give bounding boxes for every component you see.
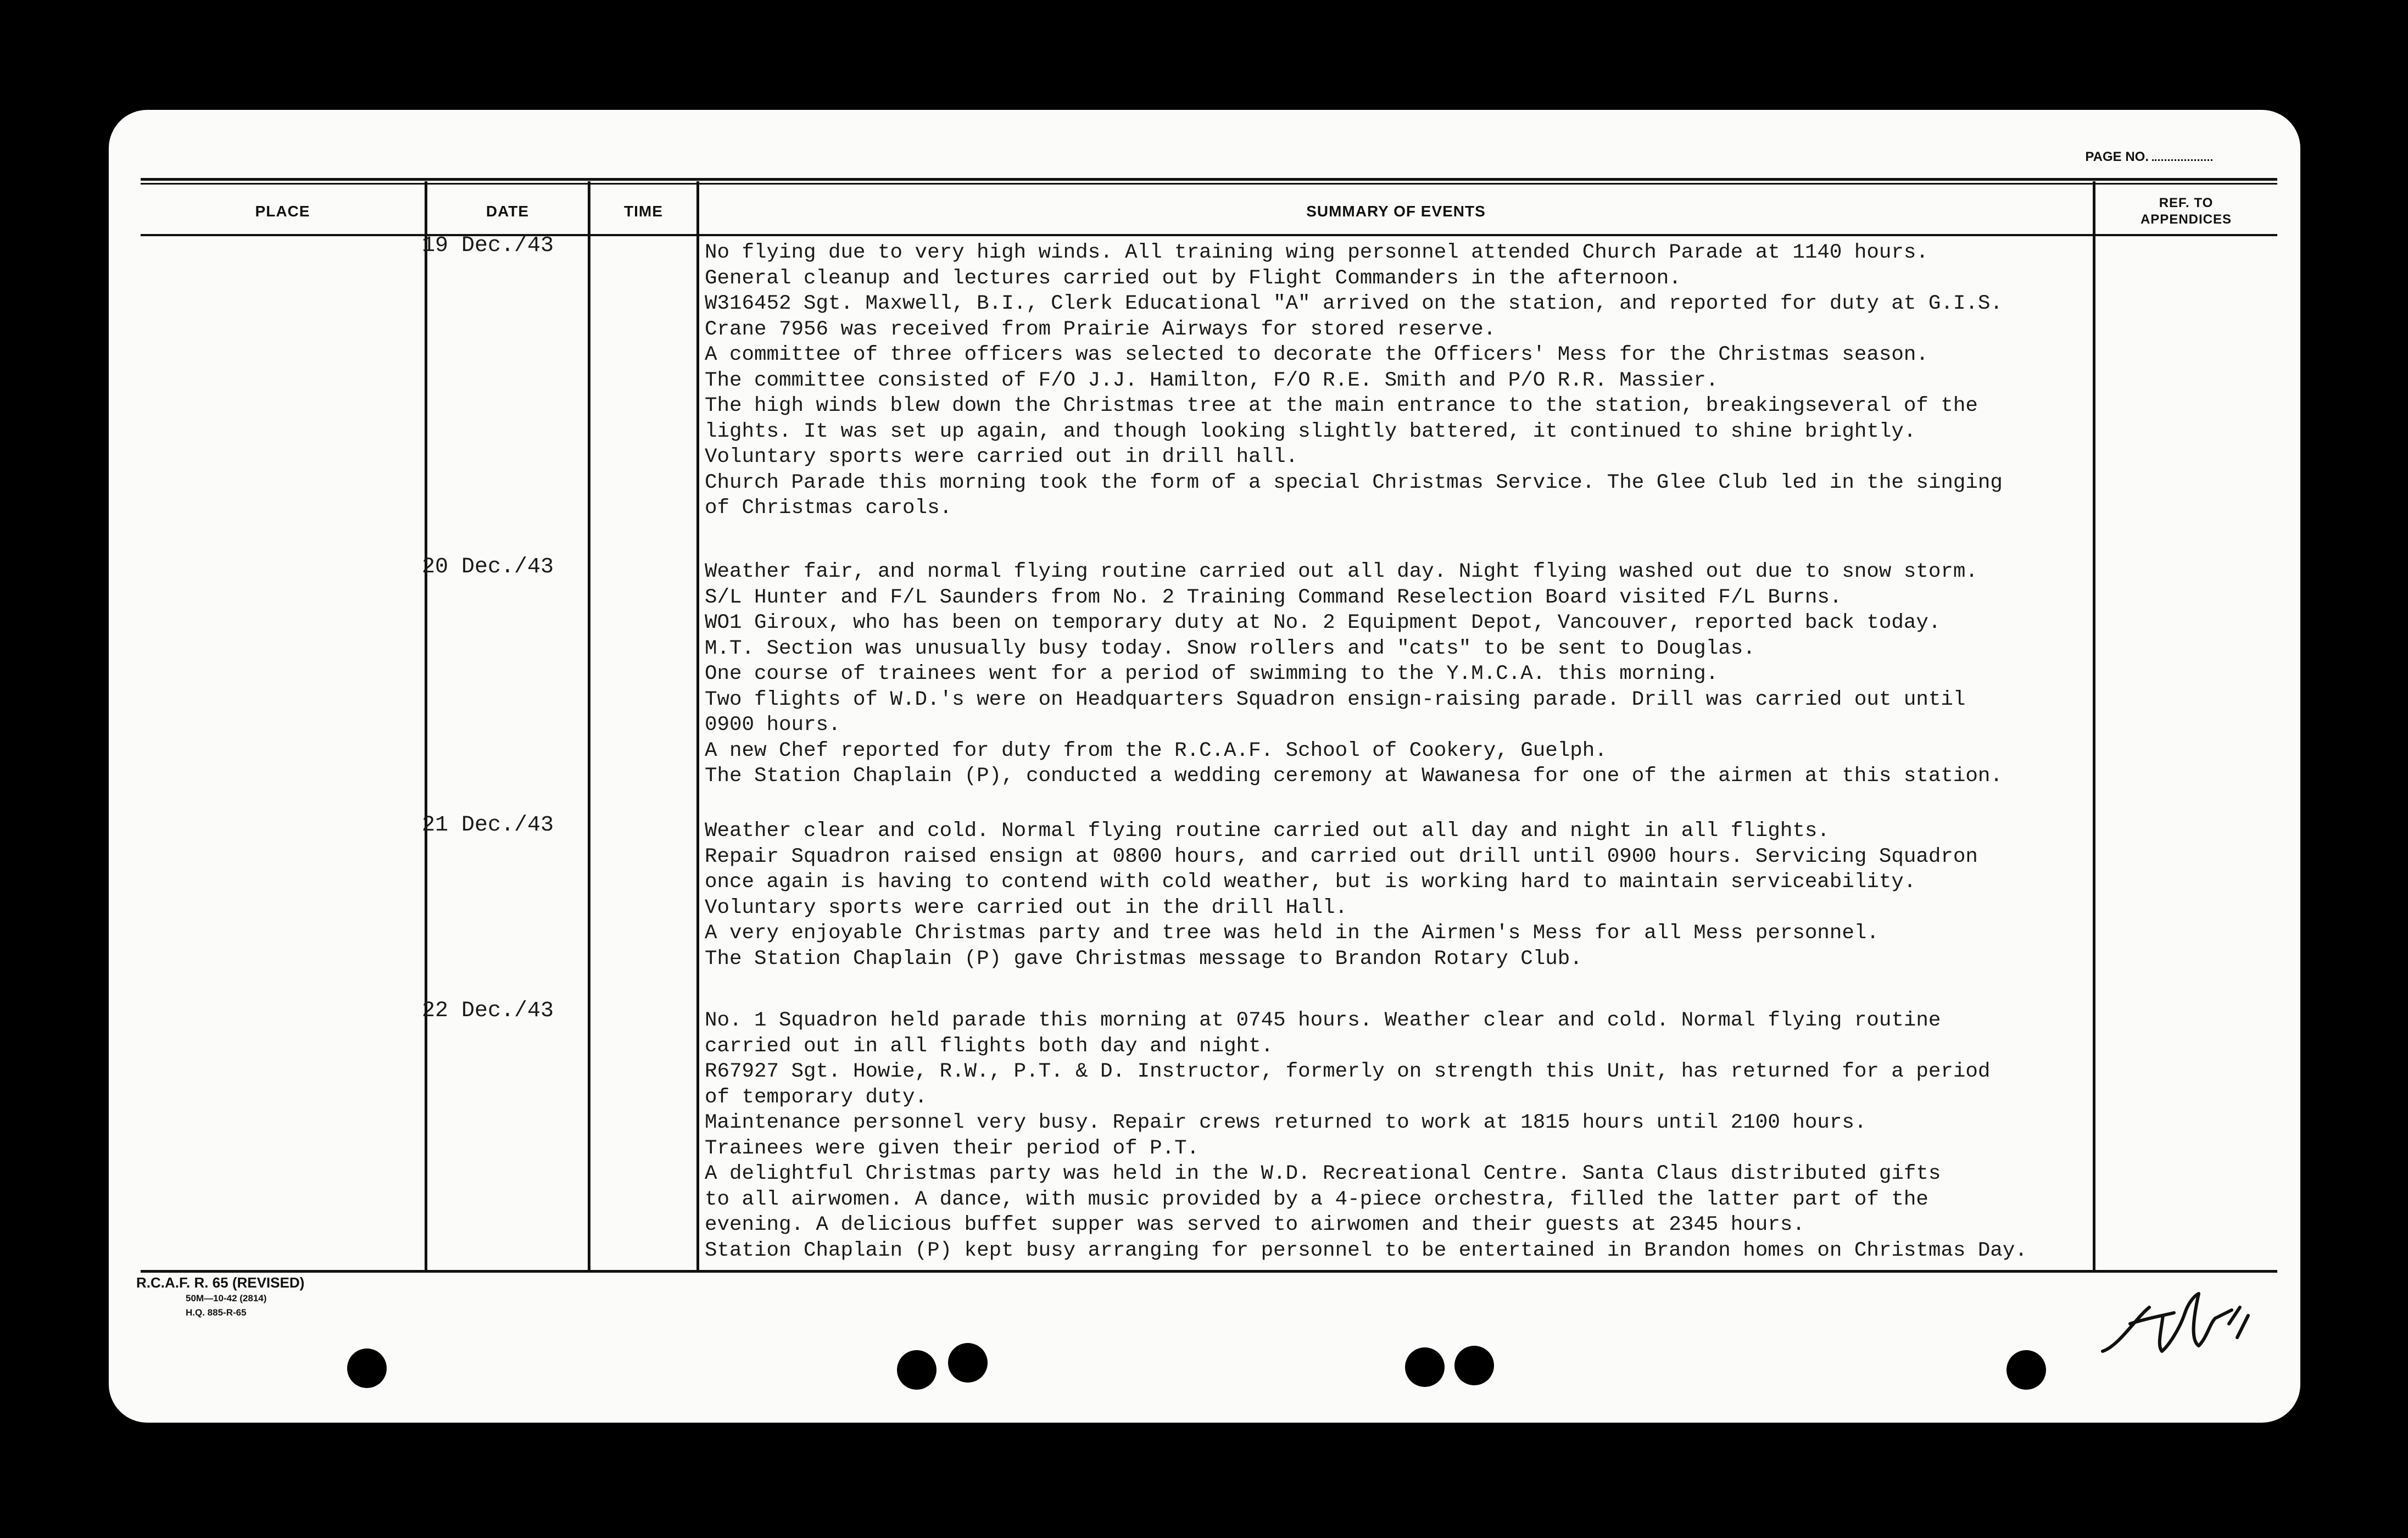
- entry-line: S/L Hunter and F/L Saunders from No. 2 Training Command Reselection Board visited F/L Burns.: [705, 586, 1842, 609]
- entry-date: 20 Dec./43: [422, 555, 554, 579]
- page-no-text: PAGE NO.: [2085, 149, 2149, 164]
- entry-line: lights. It was set up again, and though looking slightly battered, it continued to shine brightly.: [705, 420, 1916, 443]
- entry-line: No flying due to very high winds. All training wing personnel attended Church Parade at 1140 hours.: [705, 241, 1928, 264]
- entry-line: Voluntary sports were carried out in the drill Hall.: [705, 896, 1348, 920]
- entry-line: Crane 7956 was received from Prairie Airways for stored reserve.: [705, 317, 1496, 341]
- entry-line: Church Parade this morning took the form of a special Christmas Service. The Glee Club led in the singing: [705, 471, 2003, 494]
- entry-line: The high winds blew down the Christmas tree at the main entrance to the station, breakingseveral of the: [705, 394, 1978, 417]
- entry-line: General cleanup and lectures carried out by Flight Commanders in the afternoon.: [705, 266, 1681, 290]
- entry-date: 21 Dec./43: [422, 813, 554, 838]
- header-ref-line2: APPENDICES: [2140, 212, 2232, 227]
- entry-line: Weather fair, and normal flying routine carried out all day. Night flying washed out due to snow storm.: [705, 560, 1978, 583]
- top-rule: [141, 178, 2277, 181]
- entry-line: The Station Chaplain (P), conducted a wedding ceremony at Wawanesa for one of the airmen at this station.: [705, 765, 2003, 788]
- entry-line: to all airwomen. A dance, with music provided by a 4-piece orchestra, filled the latter part of the: [705, 1188, 1928, 1211]
- entry-line: No. 1 Squadron held parade this morning at 0745 hours. Weather clear and cold. Normal flying routine: [705, 1009, 1941, 1032]
- binder-hole: [1454, 1346, 1494, 1385]
- entry-line: once again is having to contend with cold weather, but is working hard to maintain serviceability.: [705, 871, 1916, 894]
- binder-hole: [897, 1350, 937, 1390]
- entry-line: The committee consisted of F/O J.J. Hamilton, F/O R.E. Smith and P/O R.R. Massier.: [705, 369, 1719, 392]
- entry-line: of temporary duty.: [705, 1085, 928, 1109]
- entry-line: Repair Squadron raised ensign at 0800 hours, and carried out drill until 0900 hours. Servicing Squadron: [705, 845, 1978, 868]
- entry-line: A delightful Christmas party was held in the W.D. Recreational Centre. Santa Claus distributed gifts: [705, 1162, 1941, 1185]
- entry-19-dec: [705, 240, 2221, 521]
- page-number-label: [2085, 149, 2212, 165]
- entry-line: One course of trainees went for a period of swimming to the Y.M.C.A. this morning.: [705, 662, 1719, 686]
- header-ref: [2095, 187, 2277, 236]
- header-date: DATE: [486, 203, 529, 220]
- entry-date: 22 Dec./43: [422, 999, 554, 1023]
- header-ref-line1: REF. TO: [2159, 196, 2214, 210]
- entry-line: Station Chaplain (P) kept busy arranging for personnel to be entertained in Brandon homes on Christmas Day.: [705, 1239, 2027, 1262]
- entry-line: of Christmas carols.: [705, 497, 952, 520]
- form-identifier: [136, 1274, 304, 1320]
- entry-line: A very enjoyable Christmas party and tree was held in the Airmen's Mess for all Mess personnel.: [705, 922, 1879, 945]
- entry-line: A committee of three officers was selected to decorate the Officers' Mess for the Christmas season.: [705, 343, 1928, 366]
- entry-line: Voluntary sports were carried out in drill hall.: [705, 445, 1298, 469]
- entry-line: evening. A delicious buffet supper was served to airwomen and their guests at 2345 hours.: [705, 1213, 1805, 1236]
- top-rule-2: [141, 183, 2277, 185]
- entry-line: 0900 hours.: [705, 714, 841, 737]
- entry-line: R67927 Sgt. Howie, R.W., P.T. & D. Instructor, formerly on strength this Unit, has returned for a period: [705, 1060, 1991, 1083]
- binder-hole: [1405, 1347, 1445, 1387]
- entry-line: Two flights of W.D.'s were on Headquarters Squadron ensign-raising parade. Drill was carried out until: [705, 688, 1966, 711]
- entry-line: WO1 Giroux, who has been on temporary duty at No. 2 Equipment Depot, Vancouver, reported back today.: [705, 611, 1941, 634]
- divider-place-date: [425, 181, 427, 1272]
- entry-20-dec: [705, 559, 2221, 789]
- header-place: PLACE: [255, 203, 310, 220]
- divider-date-time: [588, 181, 590, 1272]
- header-summary: SUMMARY OF EVENTS: [1306, 203, 1486, 220]
- divider-time-summary: [696, 181, 699, 1272]
- binder-hole: [2006, 1350, 2046, 1390]
- entry-line: Trainees were given their period of P.T.: [705, 1136, 1200, 1160]
- entry-date: 19 Dec./43: [422, 233, 554, 258]
- entry-line: Maintenance personnel very busy. Repair crews returned to work at 1815 hours until 2100 hours.: [705, 1111, 1867, 1134]
- entry-line: carried out in all flights both day and night.: [705, 1034, 1274, 1058]
- entry-21-dec: [705, 818, 2221, 972]
- entry-line: Weather clear and cold. Normal flying routine carried out all day and night in all flights.: [705, 820, 1830, 843]
- form-print-run: 50M—10-42 (2814): [186, 1293, 267, 1303]
- entry-line: The Station Chaplain (P) gave Christmas message to Brandon Rotary Club.: [705, 947, 1582, 971]
- binder-hole: [347, 1348, 387, 1388]
- entry-line: A new Chef reported for duty from the R.C.A.F. School of Cookery, Guelph.: [705, 739, 1607, 762]
- bottom-rule: [141, 1270, 2277, 1273]
- diary-sheet: [109, 110, 2300, 1423]
- entry-line: M.T. Section was unusually busy today. Snow rollers and "cats" to be sent to Douglas.: [705, 637, 1755, 660]
- binder-hole: [948, 1343, 988, 1383]
- entry-line: W316452 Sgt. Maxwell, B.I., Clerk Educational "A" arrived on the station, and reported for duty at G.I.S.: [705, 292, 2003, 315]
- header-time: TIME: [624, 203, 663, 220]
- form-number: R.C.A.F. R. 65 (REVISED): [136, 1274, 305, 1291]
- form-hq-ref: H.Q. 885-R-65: [186, 1307, 247, 1318]
- page-no-blank: [2152, 159, 2212, 161]
- signature-initials: [2097, 1285, 2273, 1368]
- entry-22-dec: [705, 1008, 2221, 1263]
